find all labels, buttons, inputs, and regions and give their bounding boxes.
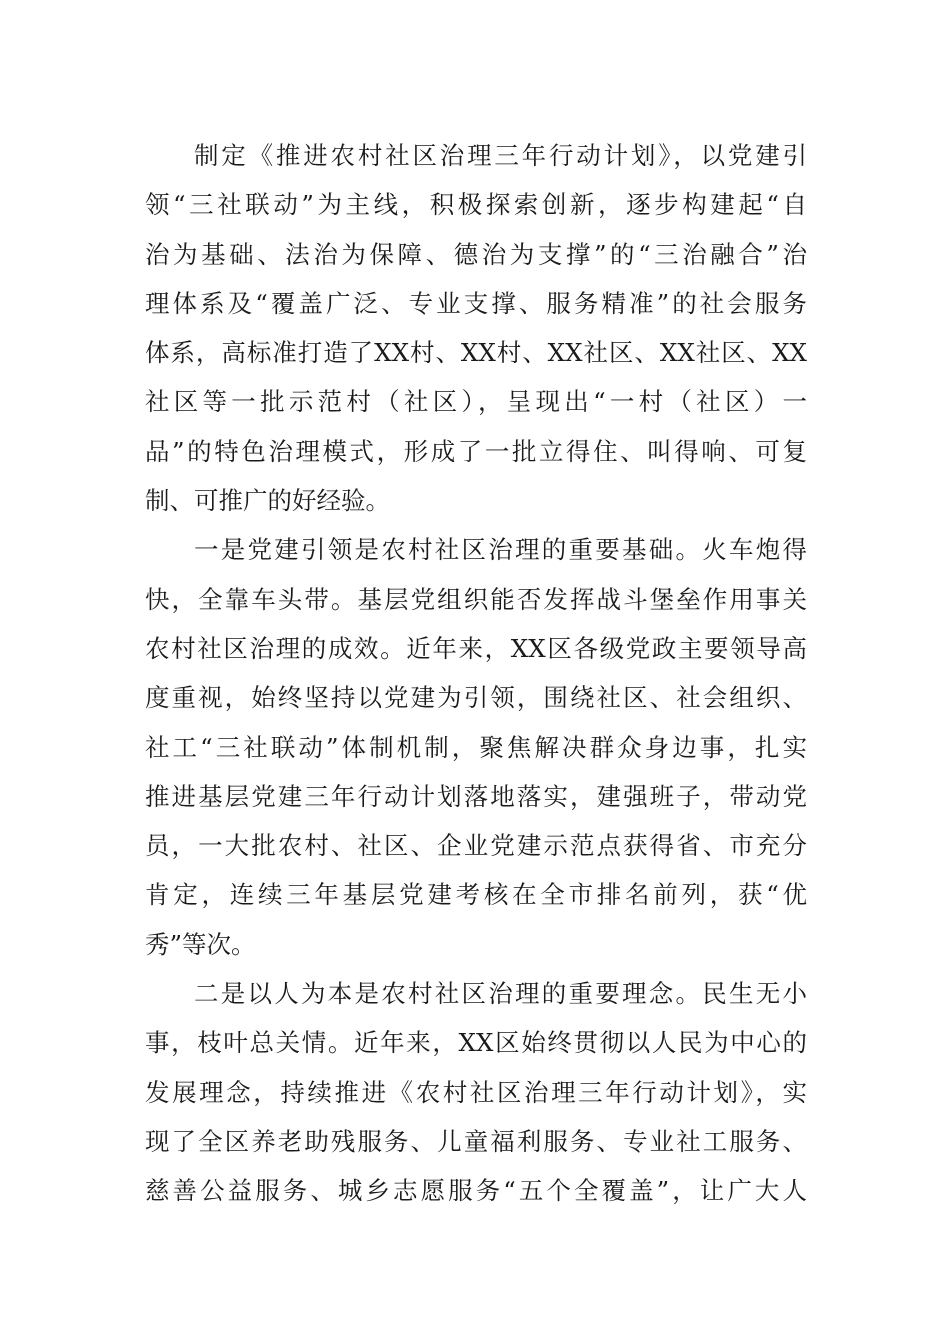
text-line: 慈善公益服务、城乡志愿服务“五个全覆盖”，让广大人 bbox=[145, 1176, 807, 1206]
text-line: 事，枝叶总关情。近年来，XX区始终贯彻以人民为中心的 bbox=[145, 1028, 807, 1058]
text-line: 农村社区治理的成效。近年来，XX区各级党政主要领导高 bbox=[145, 633, 807, 663]
text-line: 发展理念，持续推进《农村社区治理三年行动计划》，实 bbox=[145, 1077, 807, 1107]
paragraph-1 bbox=[145, 131, 807, 525]
text-line: 社工“三社联动”体制机制，聚焦解决群众身边事，扎实 bbox=[145, 732, 807, 762]
text-line: 制、可推广的好经验。 bbox=[145, 486, 390, 516]
text-line: 社区等一批示范村（社区），呈现出“一村（社区）一 bbox=[145, 387, 807, 417]
text-line: 快，全靠车头带。基层党组织能否发挥战斗堡垒作用事关 bbox=[145, 584, 807, 614]
text-line: 品”的特色治理模式，形成了一批立得住、叫得响、可复 bbox=[145, 436, 807, 466]
paragraph-2 bbox=[145, 525, 807, 969]
text-line: 肯定，连续三年基层党建考核在全市排名前列，获“优 bbox=[145, 880, 807, 910]
text-line: 领“三社联动”为主线，积极探索创新，逐步构建起“自 bbox=[145, 190, 807, 220]
text-line: 二是以人为本是农村社区治理的重要理念。民生无小 bbox=[194, 979, 807, 1009]
text-line: 现了全区养老助残服务、儿童福利服务、专业社工服务、 bbox=[145, 1126, 807, 1156]
text-line: 理体系及“覆盖广泛、专业支撑、服务精准”的社会服务 bbox=[145, 288, 807, 318]
text-line: 制定《推进农村社区治理三年行动计划》，以党建引 bbox=[194, 141, 807, 170]
text-line: 员，一大批农村、社区、企业党建示范点获得省、市充分 bbox=[145, 831, 807, 861]
text-line: 一是党建引领是农村社区治理的重要基础。火车炮得 bbox=[194, 535, 807, 565]
text-line: 体系，高标准打造了XX村、XX村、XX社区、XX社区、XX bbox=[145, 338, 807, 368]
paragraph-3 bbox=[145, 969, 807, 1215]
document-body bbox=[145, 131, 807, 1216]
text-line: 治为基础、法治为保障、德治为支撑”的“三治融合”治 bbox=[145, 239, 807, 269]
text-line: 度重视，始终坚持以党建为引领，围绕社区、社会组织、 bbox=[145, 683, 807, 713]
text-line: 推进基层党建三年行动计划落地落实，建强班子，带动党 bbox=[145, 781, 807, 811]
text-line: 秀”等次。 bbox=[145, 929, 256, 959]
